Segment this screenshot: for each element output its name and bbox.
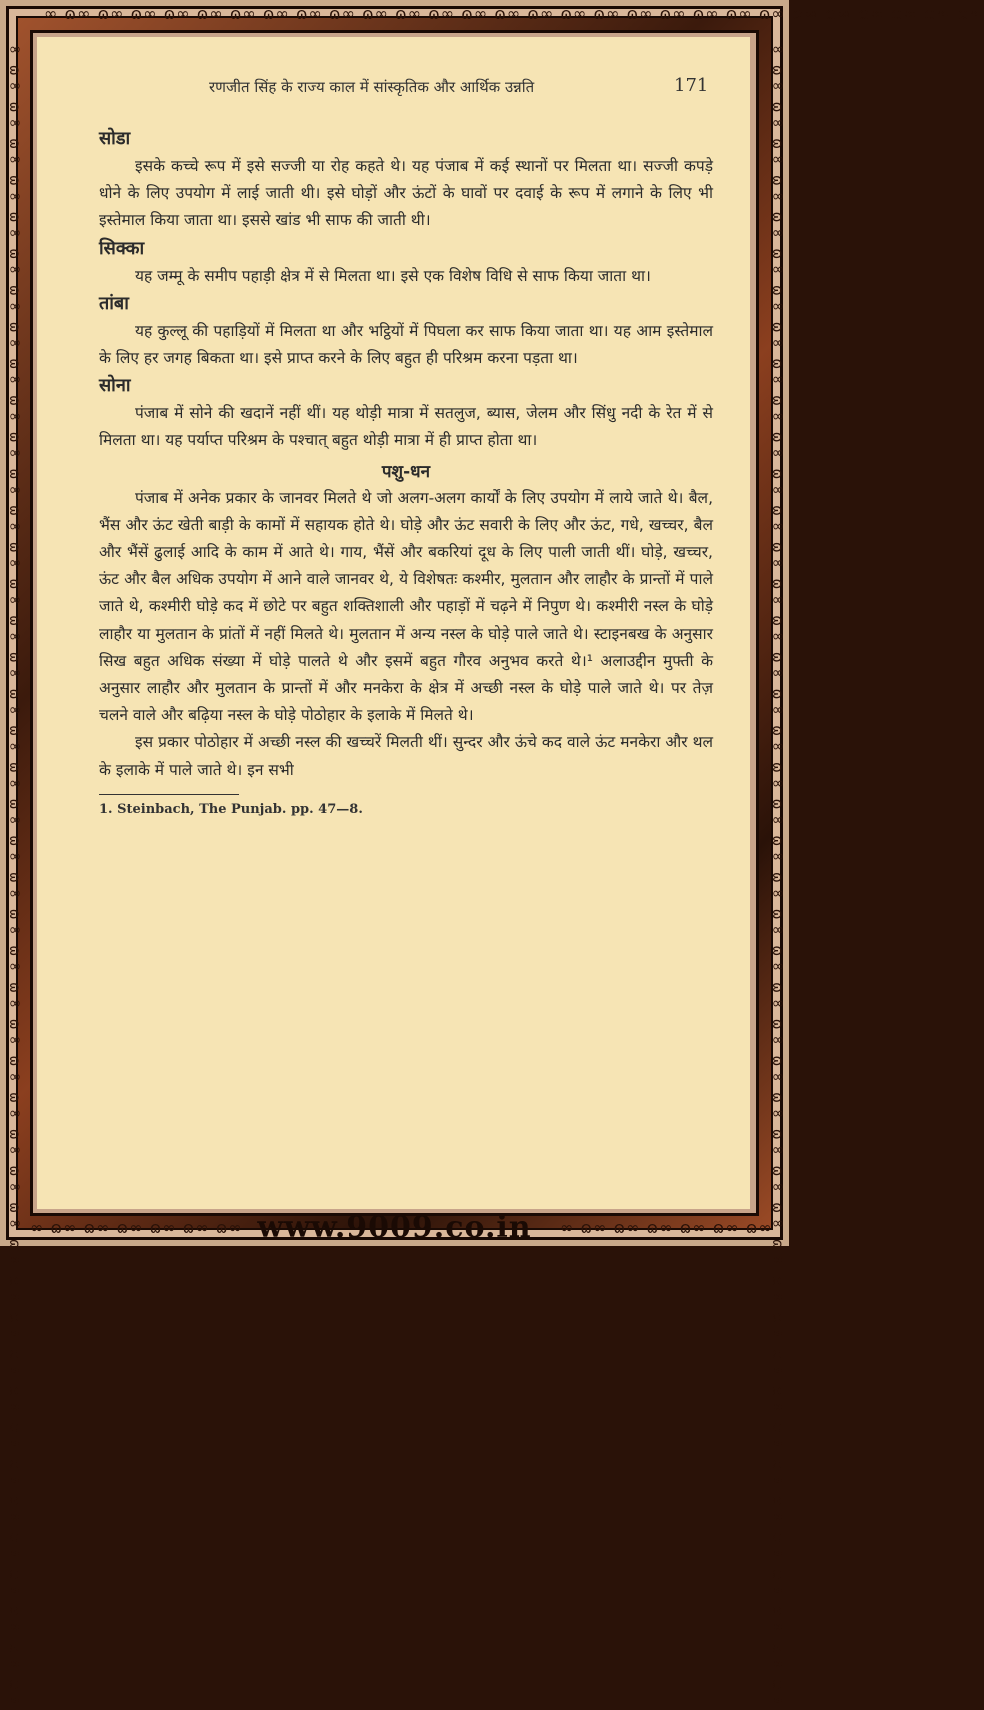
heading-pashu-dhan: पशु-धन: [381, 461, 431, 482]
page-header: [37, 77, 750, 103]
footer-website-url: www.9009.co.in: [257, 1210, 532, 1245]
scroll-ornament-top: ∞ ɷ∞ ɷ∞ ɷ∞ ɷ∞ ɷ∞ ɷ∞ ɷ∞ ɷ∞ ɷ∞ ɷ∞ ɷ∞ ɷ∞ ɷ∞ ɷ∞ ɷ∞ ɷ∞ ɷ∞ ɷ∞ ɷ∞ ɷ∞ ɷ∞ ɷ∞ ɷ∞ ɷ∞ ɷ∞ ɷ∞ ɷ∞ ɷ∞: [44, 4, 984, 23]
scroll-ornament-bottom-left: ∞ ɷ∞ ɷ∞ ɷ∞ ɷ∞ ɷ∞ ɷ∞: [30, 1218, 243, 1237]
scroll-ornament-left: ∞ ɷ∞ ɷ∞ ɷ∞ ɷ∞ ɷ∞ ɷ∞ ɷ∞ ɷ∞ ɷ∞ ɷ∞ ɷ∞ ɷ∞ ɷ∞ ɷ∞ ɷ∞ ɷ∞ ɷ∞ ɷ∞ ɷ∞ ɷ∞ ɷ∞ ɷ∞ ɷ∞ ɷ∞ ɷ∞ ɷ∞ ɷ∞ ɷ∞ ɷ∞ ɷ∞ ɷ∞ ɷ∞ ɷ∞ ɷ∞ ɷ∞ ɷ∞ ɷ∞ ɷ∞ ɷ∞ ɷ∞ ɷ∞ ɷ∞ ɷ∞ ɷ∞ ɷ∞: [6, 40, 24, 1710]
paragraph-soda: इसके कच्चे रूप में इसे सज्जी या रोह कहते थे। यह पंजाब में कई स्थानों पर मिलता था। सज्जी कपड़े धोने के लिए उपयोग में लाई जाती थी। इसे घोड़ों और ऊंटों के घावों पर दवाई के रूप में लगाने के लिए भी इस्तेमाल किया जाता था। इससे खांड भी साफ की जाती थी।: [99, 157, 713, 230]
paragraph-pashu-dhan-2: इस प्रकार पोठोहार में अच्छी नस्ल की खच्चरें मिलती थीं। सुन्दर और ऊंचे कद वाले ऊंट मनकेरा और थल के इलाके में पाले जाते थे। इन सभी: [99, 733, 713, 779]
book-page: [37, 37, 750, 1209]
scroll-ornament-right: ∞ ɷ∞ ɷ∞ ɷ∞ ɷ∞ ɷ∞ ɷ∞ ɷ∞ ɷ∞ ɷ∞ ɷ∞ ɷ∞ ɷ∞ ɷ∞ ɷ∞ ɷ∞ ɷ∞ ɷ∞ ɷ∞ ɷ∞ ɷ∞ ɷ∞ ɷ∞ ɷ∞ ɷ∞ ɷ∞ ɷ∞ ɷ∞ ɷ∞ ɷ∞ ɷ∞ ɷ∞ ɷ∞ ɷ∞ ɷ∞ ɷ∞ ɷ∞ ɷ∞ ɷ∞ ɷ∞ ɷ∞ ɷ∞ ɷ∞ ɷ∞ ɷ∞ ɷ∞: [769, 40, 787, 1710]
heading-tamba: तांबा: [99, 292, 129, 314]
paragraph-sikka: यह जम्मू के समीप पहाड़ी क्षेत्र में से मिलता था। इसे एक विशेष विधि से साफ किया जाता था।: [135, 266, 651, 285]
running-title: रणजीत सिंह के राज्य काल में सांस्कृतिक और आर्थिक उन्नति: [209, 78, 535, 96]
page-content: [99, 125, 713, 819]
heading-sona: सोना: [99, 375, 131, 397]
paragraph-pashu-dhan-1: पंजाब में अनेक प्रकार के जानवर मिलते थे जो अलग-अलग कार्यों के लिए उपयोग में लाये जाते थे। बैल, भैंस और ऊंट खेती बाड़ी के कामों में सहायक होते थे। घोड़े और ऊंट सवारी के लिए और ऊंट, गधे, खच्चर, बैल और भैंसें ढुलाई आदि के काम में आते थे। गाय, भैंसें और बकरियां दूध के लिए पाली जाती थीं। घोड़े, खच्चर, ऊंट और बैल अधिक उपयोग में आने वाले जानवर थे, ये विशेषतः कश्मीर, मुलतान और लाहौर के प्रान्तों में पाले जाते थे, कश्मीरी घोड़े कद में छोटे पर बहुत शक्तिशाली और पहाड़ों में चढ़ने में निपुण थे। कश्मीरी नस्ल के घोड़े लाहौर या मुलतान के प्रांतों में नहीं मिलते थे। मुलतान में अन्य नस्ल के घोड़े पाले जाते थे। स्टाइनबख के अनुसार सिख बहुत अधिक संख्या में घोड़े पालते थे और इसमें बहुत गौरव अनुभव करते थे।¹ अलाउद्दीन मुफ्ती के अनुसार लाहौर और मुलतान के प्रान्तों में और मनकेरा के क्षेत्र में अच्छी नस्ल के घोड़े पाले जाते थे। पर तेज़ चलने वाले और बढ़िया नस्ल के घोड़े पोठोहार के इलाके में मिलते थे।: [99, 488, 713, 725]
heading-sikka: सिक्का: [99, 237, 145, 259]
paragraph-tamba: यह कुल्लू की पहाड़ियों में मिलता था और भट्ठियों में पिघला कर साफ किया जाता था। यह आम इस्तेमाल के लिए हर जगह बिकता था। इसे प्राप्त करने के लिए बहुत ही परिश्रम करना पड़ता था।: [99, 321, 713, 368]
footnote-divider: [99, 794, 239, 795]
footnote: 1. Steinbach, The Punjab. pp. 47—8.: [99, 801, 363, 817]
heading-soda: सोडा: [99, 128, 131, 149]
page-number: 171: [674, 75, 709, 96]
scroll-ornament-bottom-right: ∞ ɷ∞ ɷ∞ ɷ∞ ɷ∞ ɷ∞ ɷ∞: [560, 1218, 773, 1237]
paragraph-sona: पंजाब में सोने की खदानें नहीं थीं। यह थोड़ी मात्रा में सतलुज, ब्यास, जेलम और सिंधु नदी के रेत में से मिलता था। यह पर्याप्त परिश्रम के पश्चात् बहुत थोड़ी मात्रा में ही प्राप्त होता था।: [99, 404, 713, 450]
